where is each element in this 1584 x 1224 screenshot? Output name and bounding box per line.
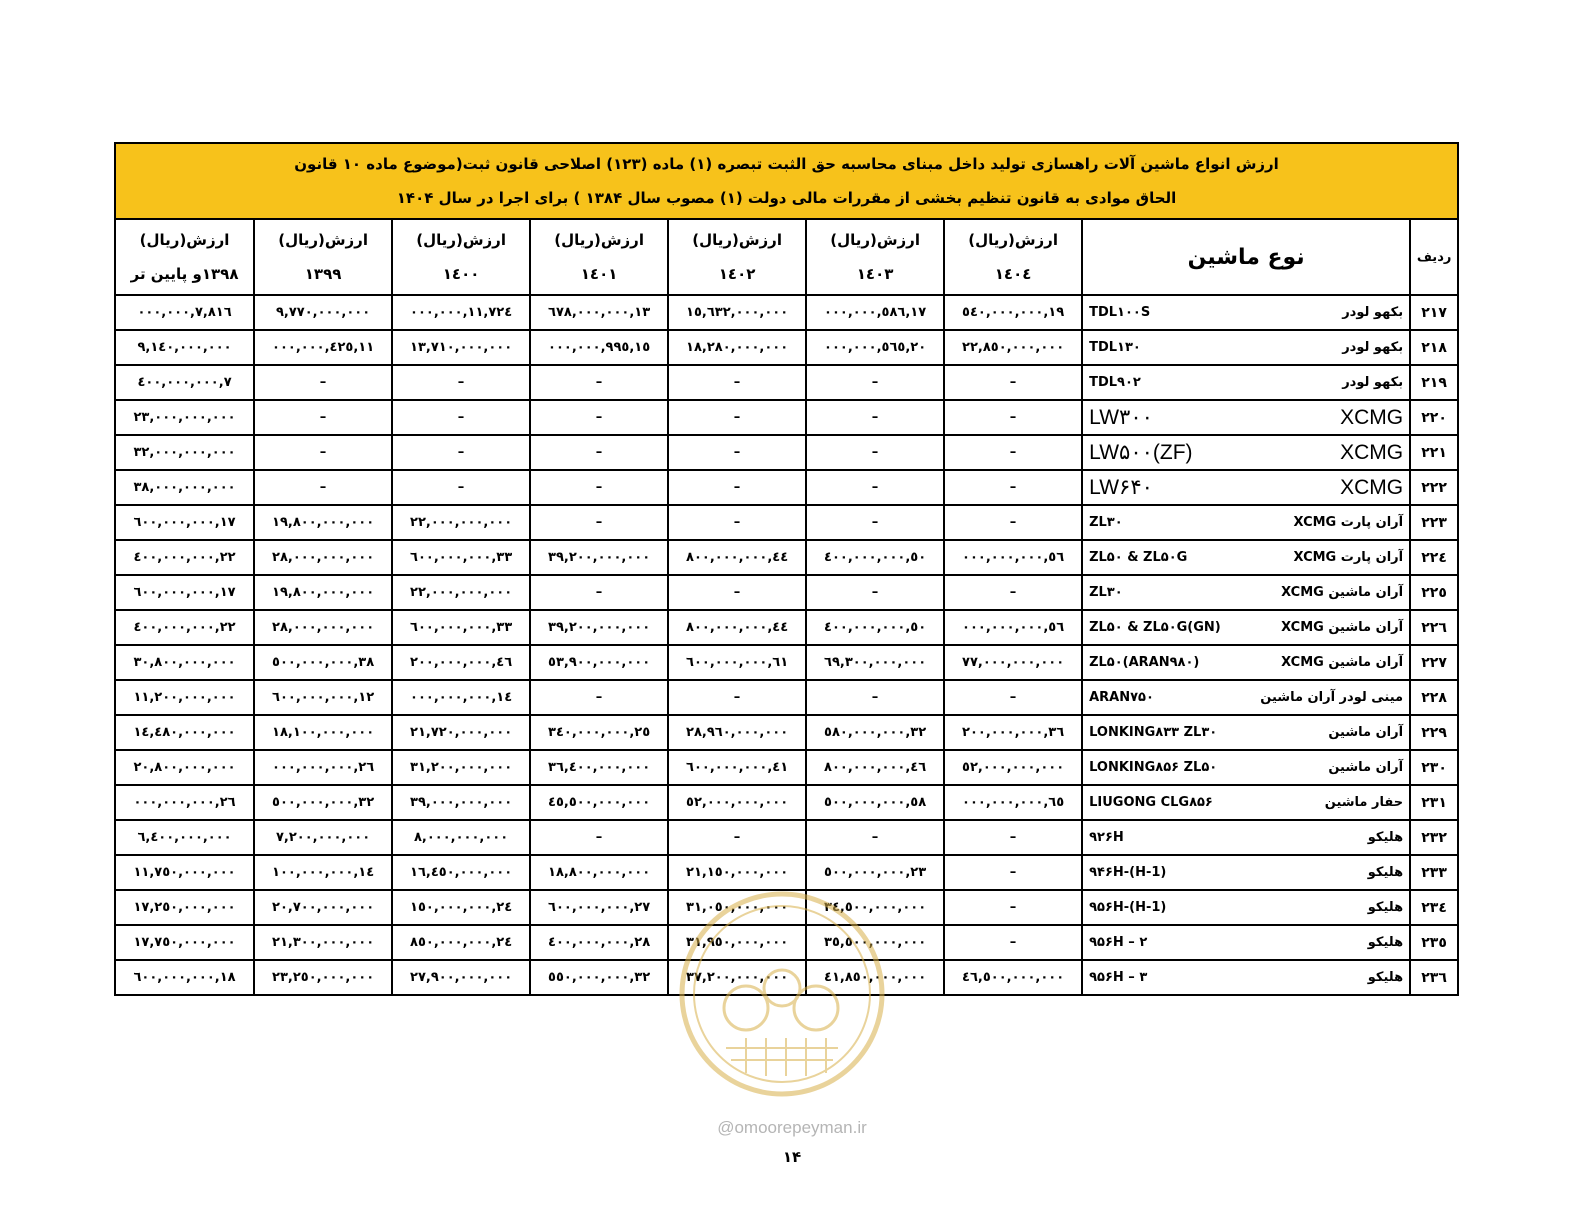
value-cell: ٤۱,۸٥۰,۰۰۰,۰۰۰ [806, 960, 944, 995]
machine-type-cell [1082, 610, 1410, 645]
machine-brand: حفار ماشین [1324, 795, 1404, 810]
machine-type-cell [1082, 540, 1410, 575]
header-year: ۱٤۰۱ [580, 265, 618, 283]
value-cell: ٤٤,۸۰۰,۰۰۰,۰۰۰ [668, 540, 806, 575]
header-year: ۱۳۹۹ [304, 265, 342, 283]
value-cell: ۱٤,٤۸۰,۰۰۰,۰۰۰ [115, 715, 254, 750]
value-cell: – [254, 435, 392, 470]
header-year: ۱٤۰۰ [442, 265, 480, 283]
machine-model: ۹۵۶H – ۲ [1089, 935, 1148, 950]
value-cell: ٥۰,٤۰۰,۰۰۰,۰۰۰ [806, 540, 944, 575]
value-cell: ٦٥,۰۰۰,۰۰۰,۰۰۰ [944, 785, 1082, 820]
value-cell: ۲۱,۳۰۰,۰۰۰,۰۰۰ [254, 925, 392, 960]
header-year: ۱٤۰۳ [856, 265, 894, 283]
value-cell: – [944, 855, 1082, 890]
value-cell: ۳۱,۲۰۰,۰۰۰,۰۰۰ [392, 750, 530, 785]
machine-brand: XCMG [1340, 405, 1404, 429]
machine-type-cell [1082, 400, 1410, 435]
machine-brand: هلیکو [1367, 935, 1404, 950]
value-cell: ۱٥,٦۳۲,۰۰۰,۰۰۰ [668, 295, 806, 330]
value-cell: ۲۰,٥٦٥,۰۰۰,۰۰۰ [806, 330, 944, 365]
value-cell: ۱۱,۷٥۰,۰۰۰,۰۰۰ [115, 855, 254, 890]
value-cell: ۱۱,٤۲٥,۰۰۰,۰۰۰ [254, 330, 392, 365]
row-index: ۲۲۲ [1410, 470, 1458, 505]
value-cell: – [806, 505, 944, 540]
value-cell: ۱۲,٦۰۰,۰۰۰,۰۰۰ [254, 680, 392, 715]
value-cell: – [806, 575, 944, 610]
machine-model: ZL۵۰ & ZL۵۰G(GN) [1089, 620, 1221, 635]
value-cell: ٤۱,٦۰۰,۰۰۰,۰۰۰ [668, 750, 806, 785]
machine-type-cell [1082, 715, 1410, 750]
value-cell: ۱۳,٦۷۸,۰۰۰,۰۰۰ [530, 295, 668, 330]
value-cell: ۳۸,٥۰۰,۰۰۰,۰۰۰ [254, 645, 392, 680]
value-cell: ۳۳,٦۰۰,۰۰۰,۰۰۰ [392, 610, 530, 645]
value-cell: ۱۱,۲۰۰,۰۰۰,۰۰۰ [115, 680, 254, 715]
machinery-value-table [114, 142, 1459, 996]
value-cell: ۱۸,۱۰۰,۰۰۰,۰۰۰ [254, 715, 392, 750]
machine-model: TDL۱۰۰S [1089, 305, 1151, 320]
value-cell: – [392, 365, 530, 400]
machine-model: ZL۳۰ [1089, 515, 1123, 530]
table-title [115, 143, 1458, 219]
header-value-label: ارزش(ریال) [968, 231, 1058, 249]
value-cell: ۲٦,۰۰۰,۰۰۰,۰۰۰ [254, 750, 392, 785]
value-cell: – [944, 820, 1082, 855]
machine-type-cell [1082, 750, 1410, 785]
value-cell: ۷,۲۰۰,۰۰۰,۰۰۰ [254, 820, 392, 855]
value-cell: ۷,٤۰۰,۰۰۰,۰۰۰ [115, 365, 254, 400]
value-cell: – [392, 470, 530, 505]
row-index: ۲۲۰ [1410, 400, 1458, 435]
machine-brand: بکهو لودر [1342, 340, 1404, 355]
value-cell: – [806, 400, 944, 435]
value-cell: – [944, 400, 1082, 435]
value-cell: ۳۹,۰۰۰,۰۰۰,۰۰۰ [392, 785, 530, 820]
header-value-label: ارزش(ریال) [830, 231, 920, 249]
value-cell: ۳۲,٥٥۰,۰۰۰,۰۰۰ [530, 960, 668, 995]
machine-type-cell [1082, 645, 1410, 680]
value-cell: – [530, 435, 668, 470]
table-row [115, 855, 1458, 890]
machine-model: ZL۵۰ & ZL۵۰G [1089, 550, 1188, 565]
title-row [115, 143, 1458, 219]
row-index: ۲۲٤ [1410, 540, 1458, 575]
value-cell: ۳۱,۰٥۰,۰۰۰,۰۰۰ [668, 890, 806, 925]
title-line-2: الحاق موادی به قانون تنظیم بخشی از مقررات مالی دولت (۱) مصوب سال ۱۳۸۴ ) برای اجرا در سال ۱۴۰۴ [396, 189, 1177, 207]
machine-model: TDL۹۰۲ [1089, 375, 1141, 390]
value-cell: ۲۳,۲٥۰,۰۰۰,۰۰۰ [254, 960, 392, 995]
value-cell: ۳۲,٥۰۰,۰۰۰,۰۰۰ [254, 785, 392, 820]
table-row [115, 575, 1458, 610]
value-cell: ۳۷,۲۰۰,۰۰۰,۰۰۰ [668, 960, 806, 995]
machine-type-cell [1082, 680, 1410, 715]
machine-model: ARAN۷۵۰ [1089, 690, 1154, 705]
value-table-container [114, 142, 1457, 996]
value-cell: ۳۹,۲۰۰,۰۰۰,۰۰۰ [530, 610, 668, 645]
value-cell: – [944, 470, 1082, 505]
value-cell: – [254, 365, 392, 400]
header-value-label: ارزش(ریال) [554, 231, 644, 249]
value-cell: – [530, 470, 668, 505]
value-cell: ٤٦,۸۰۰,۰۰۰,۰۰۰ [806, 750, 944, 785]
value-cell: ۲۷,٦۰۰,۰۰۰,۰۰۰ [530, 890, 668, 925]
header-year: ۱۳۹۸و پایین تر [130, 265, 239, 283]
value-cell: ۸,۰۰۰,۰۰۰,۰۰۰ [392, 820, 530, 855]
table-row [115, 540, 1458, 575]
value-cell: ۲۸,۹٦۰,۰۰۰,۰۰۰ [668, 715, 806, 750]
machine-type-cell [1082, 960, 1410, 995]
value-cell: ٥٦,۰۰۰,۰۰۰,۰۰۰ [944, 540, 1082, 575]
table-row [115, 680, 1458, 715]
value-cell: – [806, 365, 944, 400]
value-cell: – [668, 365, 806, 400]
machine-type-cell [1082, 575, 1410, 610]
value-cell: – [254, 470, 392, 505]
machine-model: ۹۲۶H [1089, 830, 1124, 845]
value-cell: – [530, 400, 668, 435]
header-value-col [254, 219, 392, 295]
value-cell: – [944, 925, 1082, 960]
value-cell: – [392, 435, 530, 470]
row-index: ۲۳٤ [1410, 890, 1458, 925]
table-row [115, 890, 1458, 925]
value-cell: – [806, 820, 944, 855]
table-row [115, 610, 1458, 645]
machine-type-cell [1082, 890, 1410, 925]
value-cell: ۷۷,۰۰۰,۰۰۰,۰۰۰ [944, 645, 1082, 680]
row-index: ۲۲۹ [1410, 715, 1458, 750]
machine-model: LW۵۰۰(ZF) [1089, 441, 1193, 464]
value-cell: – [392, 400, 530, 435]
machine-model: TDL۱۳۰ [1089, 340, 1141, 355]
machine-model: LIUGONG CLG۸۵۶ [1089, 795, 1213, 810]
table-row [115, 820, 1458, 855]
value-cell: ۳۳,٦۰۰,۰۰۰,۰۰۰ [392, 540, 530, 575]
machine-brand: مینی لودر آران ماشین [1260, 690, 1404, 705]
value-cell: ٥۸,٥۰۰,۰۰۰,۰۰۰ [806, 785, 944, 820]
header-value-label: ارزش(ریال) [416, 231, 506, 249]
value-cell: ٥۳,۹۰۰,۰۰۰,۰۰۰ [530, 645, 668, 680]
value-cell: ۳۱,۹٥۰,۰۰۰,۰۰۰ [668, 925, 806, 960]
header-value-col [115, 219, 254, 295]
machine-model: ZL۵۰(ARAN۹۸۰) [1089, 655, 1200, 670]
row-index: ۲۱۹ [1410, 365, 1458, 400]
machine-brand: هلیکو [1367, 865, 1404, 880]
value-cell: ۱٤,۱۰۰,۰۰۰,۰۰۰ [254, 855, 392, 890]
machine-type-cell [1082, 505, 1410, 540]
value-cell: ۱٤,۰۰۰,۰۰۰,۰۰۰ [392, 680, 530, 715]
value-cell: ۲۸,۰۰۰,۰۰۰,۰۰۰ [254, 610, 392, 645]
value-cell: ۱٥,۹۹٥,۰۰۰,۰۰۰ [530, 330, 668, 365]
value-cell: – [944, 435, 1082, 470]
value-cell: ۱۳,۷۱۰,۰۰۰,۰۰۰ [392, 330, 530, 365]
value-cell: ۲۲,٤۰۰,۰۰۰,۰۰۰ [115, 610, 254, 645]
value-cell: ٦۱,٦۰۰,۰۰۰,۰۰۰ [668, 645, 806, 680]
machine-brand: بکهو لودر [1342, 375, 1404, 390]
machine-brand: هلیکو [1367, 970, 1404, 985]
table-row [115, 330, 1458, 365]
machine-brand: XCMG [1340, 475, 1404, 499]
footer-website: @omoorepeyman.ir [717, 1118, 867, 1137]
row-index: ۲۱۷ [1410, 295, 1458, 330]
row-index: ۲۲۱ [1410, 435, 1458, 470]
header-value-col [392, 219, 530, 295]
value-cell: – [944, 365, 1082, 400]
machine-model: LW۳۰۰ [1089, 406, 1153, 429]
page-number: ۱۴ [782, 1148, 802, 1166]
value-cell: – [530, 365, 668, 400]
machine-brand: هلیکو [1367, 830, 1404, 845]
value-cell: – [944, 575, 1082, 610]
value-cell: ۳٦,۲۰۰,۰۰۰,۰۰۰ [944, 715, 1082, 750]
value-cell: ٤٥,٥۰۰,۰۰۰,۰۰۰ [530, 785, 668, 820]
value-cell: – [806, 680, 944, 715]
value-cell: ۷,۸۱٦,۰۰۰,۰۰۰ [115, 295, 254, 330]
value-cell: ۲٤,۸٥۰,۰۰۰,۰۰۰ [392, 925, 530, 960]
machine-brand: بکهو لودر [1342, 305, 1404, 320]
machine-type-cell [1082, 295, 1410, 330]
value-cell: ۱۷,٥۸٦,۰۰۰,۰۰۰ [806, 295, 944, 330]
machine-type-cell [1082, 785, 1410, 820]
value-cell: ۳٦,٤۰۰,۰۰۰,۰۰۰ [530, 750, 668, 785]
value-cell: ۱۹,۸۰۰,۰۰۰,۰۰۰ [254, 505, 392, 540]
value-cell: ۱٦,٤٥۰,۰۰۰,۰۰۰ [392, 855, 530, 890]
table-row [115, 365, 1458, 400]
value-cell: ۱۸,٦۰۰,۰۰۰,۰۰۰ [115, 960, 254, 995]
row-index: ۲۲۸ [1410, 680, 1458, 715]
value-cell: ۱۷,٦۰۰,۰۰۰,۰۰۰ [115, 505, 254, 540]
machine-model: ۹۵۶H-(H-1) [1089, 900, 1167, 915]
machine-type-cell [1082, 925, 1410, 960]
value-cell: – [944, 890, 1082, 925]
header-value-col [806, 219, 944, 295]
row-index: ۲۳۲ [1410, 820, 1458, 855]
machine-model: ZL۳۰ [1089, 585, 1123, 600]
machine-brand: آران ماشین XCMG [1281, 655, 1404, 670]
value-cell: ۲۸,۰۰۰,۰۰۰,۰۰۰ [254, 540, 392, 575]
row-index: ۲۳۳ [1410, 855, 1458, 890]
table-row [115, 960, 1458, 995]
value-cell: ۹,۱٤۰,۰۰۰,۰۰۰ [115, 330, 254, 365]
machine-type-cell [1082, 330, 1410, 365]
machine-brand: آران پارت XCMG [1293, 515, 1404, 530]
value-cell: – [668, 470, 806, 505]
value-cell: ٥۰,٤۰۰,۰۰۰,۰۰۰ [806, 610, 944, 645]
table-row [115, 645, 1458, 680]
machine-brand: آران ماشین XCMG [1281, 620, 1404, 635]
value-cell: ۲٦,۰۰۰,۰۰۰,۰۰۰ [115, 785, 254, 820]
value-cell: – [944, 505, 1082, 540]
value-cell: ۱۸,۲۸۰,۰۰۰,۰۰۰ [668, 330, 806, 365]
machine-brand: آران ماشین XCMG [1281, 585, 1404, 600]
value-cell: – [668, 820, 806, 855]
machine-model: LW۶۴۰ [1089, 476, 1153, 499]
table-row [115, 295, 1458, 330]
row-index: ۲۳٥ [1410, 925, 1458, 960]
machine-type-cell [1082, 365, 1410, 400]
value-cell: ٤٦,٥۰۰,۰۰۰,۰۰۰ [944, 960, 1082, 995]
row-index: ۲۲٦ [1410, 610, 1458, 645]
value-cell: – [944, 680, 1082, 715]
value-cell: ۳٤,٥۰۰,۰۰۰,۰۰۰ [806, 890, 944, 925]
value-cell: ۳۲,۰۰۰,۰۰۰,۰۰۰ [115, 435, 254, 470]
value-cell: – [668, 400, 806, 435]
header-value-col [668, 219, 806, 295]
value-cell: ۱۹,۸۰۰,۰۰۰,۰۰۰ [254, 575, 392, 610]
table-row [115, 785, 1458, 820]
header-value-col [944, 219, 1082, 295]
header-year: ۱٤۰٤ [994, 265, 1032, 283]
value-cell: – [668, 505, 806, 540]
table-row [115, 750, 1458, 785]
machine-brand: آران ماشین [1328, 725, 1404, 740]
machine-brand: آران ماشین [1328, 760, 1404, 775]
table-row [115, 470, 1458, 505]
row-index: ۲۱۸ [1410, 330, 1458, 365]
value-cell: – [530, 505, 668, 540]
machine-model: LONKING۸۳۳ ZL۳۰ [1089, 725, 1218, 740]
value-cell: ۲٤,۱٥۰,۰۰۰,۰۰۰ [392, 890, 530, 925]
table-row [115, 435, 1458, 470]
value-cell: ۱۹,٥٤۰,۰۰۰,۰۰۰ [944, 295, 1082, 330]
header-value-col [530, 219, 668, 295]
value-cell: ٦,٤۰۰,۰۰۰,۰۰۰ [115, 820, 254, 855]
machine-model: ۹۴۶H-(H-1) [1089, 865, 1167, 880]
value-cell: ۹,۷۷۰,۰۰۰,۰۰۰ [254, 295, 392, 330]
machine-type-cell [1082, 470, 1410, 505]
row-index: ۲۲۳ [1410, 505, 1458, 540]
machine-model: ۹۵۶H – ۳ [1089, 970, 1148, 985]
value-cell: ٤٤,۸۰۰,۰۰۰,۰۰۰ [668, 610, 806, 645]
row-index: ۲۳٦ [1410, 960, 1458, 995]
value-cell: – [668, 575, 806, 610]
table-body [115, 295, 1458, 995]
value-cell: ۳۸,۰۰۰,۰۰۰,۰۰۰ [115, 470, 254, 505]
value-cell: ۲۰,۸۰۰,۰۰۰,۰۰۰ [115, 750, 254, 785]
value-cell: ۳۲,٥۸۰,۰۰۰,۰۰۰ [806, 715, 944, 750]
header-index: ردیف [1410, 219, 1458, 295]
value-cell: ٥۲,۰۰۰,۰۰۰,۰۰۰ [944, 750, 1082, 785]
value-cell: ۲۲,٤۰۰,۰۰۰,۰۰۰ [115, 540, 254, 575]
header-year: ۱٤۰۲ [718, 265, 756, 283]
value-cell: ٥٦,۰۰۰,۰۰۰,۰۰۰ [944, 610, 1082, 645]
title-line-1: ارزش انواع ماشین آلات راهسازی تولید داخل مبنای محاسبه حق الثبت تبصره (۱) ماده (۱۲۳) اصلاحی قانون ثبت(موضوع ماده ۱۰ قانون [294, 155, 1279, 173]
row-index: ۲۲۷ [1410, 645, 1458, 680]
value-cell: ۲۲,۰۰۰,۰۰۰,۰۰۰ [392, 505, 530, 540]
machine-type-cell [1082, 820, 1410, 855]
value-cell: ۲۳,۰۰۰,۰۰۰,۰۰۰ [115, 400, 254, 435]
header-machine-type: نوع ماشین [1082, 219, 1410, 295]
value-cell: ۱۷,۲٥۰,۰۰۰,۰۰۰ [115, 890, 254, 925]
value-cell: – [530, 575, 668, 610]
value-cell: ۱۷,٦۰۰,۰۰۰,۰۰۰ [115, 575, 254, 610]
row-index: ۲۲٥ [1410, 575, 1458, 610]
value-cell: – [668, 680, 806, 715]
value-cell: ۲۱,۷۲۰,۰۰۰,۰۰۰ [392, 715, 530, 750]
header-value-label: ارزش(ریال) [692, 231, 782, 249]
row-index: ۲۳۰ [1410, 750, 1458, 785]
value-cell: ۲۳,٥۰۰,۰۰۰,۰۰۰ [806, 855, 944, 890]
header-value-label: ارزش(ریال) [139, 231, 230, 249]
table-row [115, 715, 1458, 750]
machine-brand: XCMG [1340, 440, 1404, 464]
table-row [115, 505, 1458, 540]
value-cell: – [806, 435, 944, 470]
value-cell: ۱۸,۸۰۰,۰۰۰,۰۰۰ [530, 855, 668, 890]
value-cell: – [806, 470, 944, 505]
value-cell: ۳٥,٥۰۰,۰۰۰,۰۰۰ [806, 925, 944, 960]
value-cell: ۲۲,۸٥۰,۰۰۰,۰۰۰ [944, 330, 1082, 365]
value-cell: ۱۷,۷٥۰,۰۰۰,۰۰۰ [115, 925, 254, 960]
value-cell: ۱۱,۷۲٤,۰۰۰,۰۰۰ [392, 295, 530, 330]
value-cell: ۲۰,۷۰۰,۰۰۰,۰۰۰ [254, 890, 392, 925]
column-header-row [115, 219, 1458, 295]
value-cell: – [254, 400, 392, 435]
table-row [115, 925, 1458, 960]
machine-model: LONKING۸۵۶ ZL۵۰ [1089, 760, 1218, 775]
value-cell: ٥۲,۰۰۰,۰۰۰,۰۰۰ [668, 785, 806, 820]
value-cell: ۳۹,۲۰۰,۰۰۰,۰۰۰ [530, 540, 668, 575]
machine-type-cell [1082, 855, 1410, 890]
table-row [115, 400, 1458, 435]
row-index: ۲۳۱ [1410, 785, 1458, 820]
value-cell: ٤٦,۲۰۰,۰۰۰,۰۰۰ [392, 645, 530, 680]
value-cell: ۲۸,٤۰۰,۰۰۰,۰۰۰ [530, 925, 668, 960]
value-cell: – [530, 820, 668, 855]
machine-type-cell [1082, 435, 1410, 470]
value-cell: – [530, 680, 668, 715]
machine-brand: هلیکو [1367, 900, 1404, 915]
machine-brand: آران پارت XCMG [1293, 550, 1404, 565]
value-cell: ۲۷,۹۰۰,۰۰۰,۰۰۰ [392, 960, 530, 995]
value-cell: ۳۰,۸۰۰,۰۰۰,۰۰۰ [115, 645, 254, 680]
value-cell: ۲٥,۳٤۰,۰۰۰,۰۰۰ [530, 715, 668, 750]
value-cell: – [668, 435, 806, 470]
header-value-label: ارزش(ریال) [278, 231, 368, 249]
value-cell: ٦۹,۳۰۰,۰۰۰,۰۰۰ [806, 645, 944, 680]
value-cell: ۲۱,۱٥۰,۰۰۰,۰۰۰ [668, 855, 806, 890]
value-cell: ۲۲,۰۰۰,۰۰۰,۰۰۰ [392, 575, 530, 610]
